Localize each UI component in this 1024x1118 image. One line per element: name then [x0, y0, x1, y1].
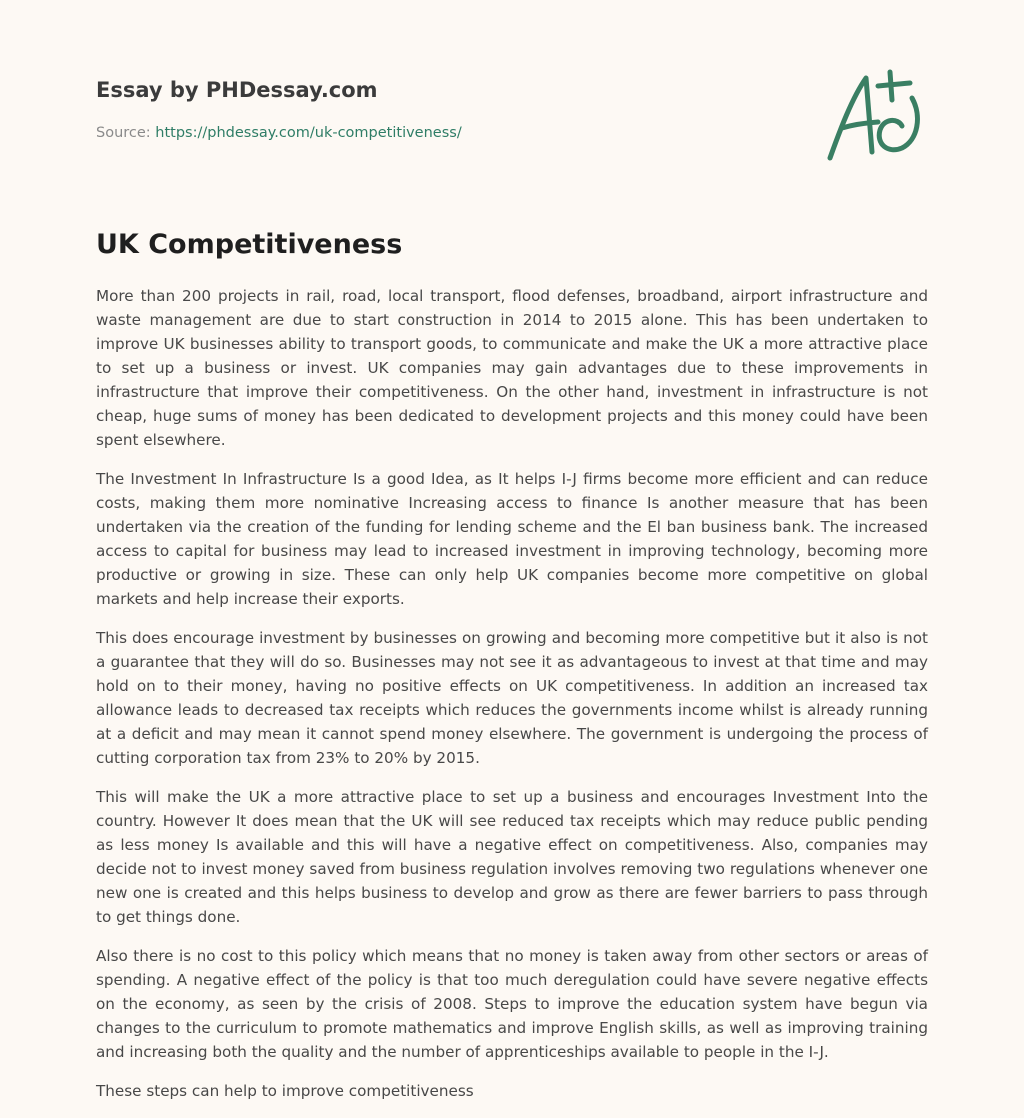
paragraph: These steps can help to improve competitiveness: [96, 1082, 474, 1100]
source-label: Source:: [96, 125, 151, 141]
paragraph: More than 200 projects in rail, road, local transport, flood defenses, broadband, airport infrastructure and waste management are due to start construction in 2014 to 2015 alone. This has been undertaken to improve UK businesses ability to transport goods, to communicate and make the UK a more attractive place to set up a business or invest. UK companies may gain advantages due to these improvements in infrastructure that improve their competitiveness. On the other hand, investment in infrastructure is not cheap, huge sums of money has been dedicated to development projects and this money could have been spent elsewhere.: [96, 287, 928, 449]
paragraph: The Investment In Infrastructure Is a good Idea, as It helps I-J firms become more efficient and can reduce costs, making them more nominative Increasing access to finance Is another measure that has been undertaken via the creation of the funding for lending scheme and the El ban business bank. The increased access to capital for business may lead to increased investment in improving technology, becoming more productive or growing in size. These can only help UK companies become more competitive on global markets and help increase their exports.: [96, 470, 928, 608]
paragraph: This does encourage investment by businesses on growing and becoming more competitive but it also is not a guarantee that they will do so. Businesses may not see it as advantageous to invest at that time and may hold on to their money, having no positive effects on UK competitiveness. In addition an increased tax allowance leads to decreased tax receipts which reduces the governments income whilst is already running at a deficit and may mean it cannot spend money elsewhere. The government is undergoing the process of cutting corporation tax from 23% to 20% by 2015.: [96, 629, 928, 767]
brand-title: Essay by PHDessay.com: [96, 78, 378, 102]
article-body: [96, 284, 928, 1118]
paragraph: This will make the UK a more attractive place to set up a business and encourages Investment Into the country. However It does mean that the UK will see reduced tax receipts which may reduce public pending as less money Is available and this will have a negative effect on competitiveness. Also, companies may decide not to invest money saved from business regulation involves removing two regulations whenever one new one is created and this helps business to develop and grow as there are fewer barriers to pass through to get things done.: [96, 788, 928, 926]
paragraph: Also there is no cost to this policy which means that no money is taken away from other sectors or areas of spending. A negative effect of the policy is that too much deregulation could have severe negative effects on the economy, as seen by the crisis of 2008. Steps to improve the education system have begun via changes to the curriculum to promote mathematics and improve English skills, as well as improving training and increasing both the quality and the number of apprenticeships available to people in the I-J.: [96, 947, 928, 1061]
source-line: [96, 123, 462, 143]
site-header: [96, 76, 928, 104]
source-link[interactable]: https://phdessay.com/uk-competitiveness/: [155, 125, 462, 141]
article-title: UK Competitiveness: [96, 229, 403, 260]
a-plus-logo-icon: [822, 68, 926, 164]
